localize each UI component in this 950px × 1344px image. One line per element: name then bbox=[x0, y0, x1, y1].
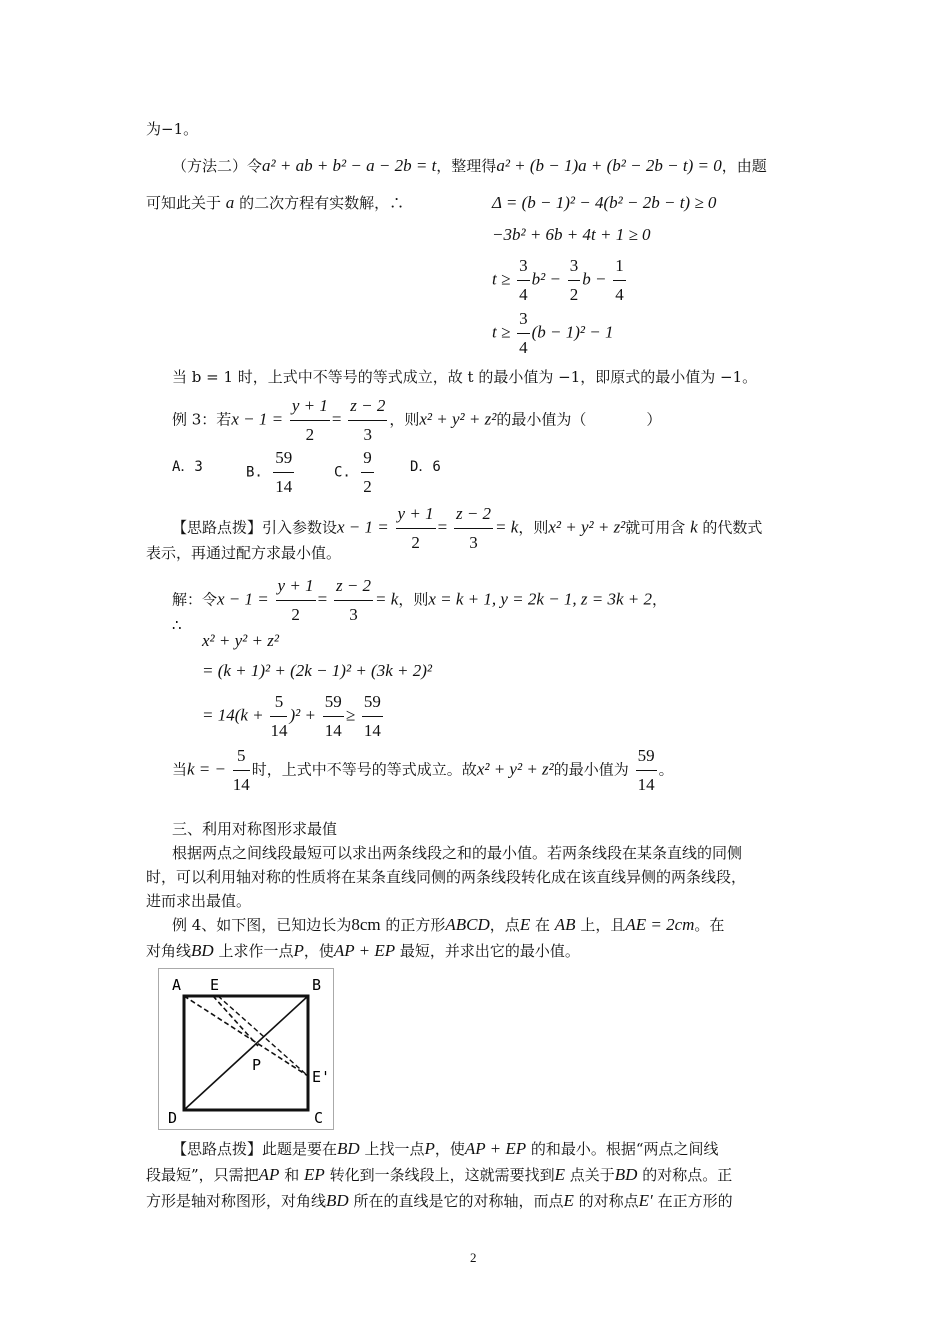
hint-paragraph: 【思路点拨】引入参数设x − 1 = $\frac{y + 1}{2}$ = $\frac{z - 2}{3}$ = k，则x² + y² + z²就可用含 k 的代数式 bbox=[172, 500, 762, 557]
hint-paragraph: 【思路点拨】此题是要在BD 上找一点P，使AP + EP 的和最小。根据“两点之间线 bbox=[172, 1139, 719, 1158]
label-b: B bbox=[312, 976, 322, 994]
label-e-prime: E' bbox=[312, 1068, 331, 1086]
fraction: $\frac{y + 1}{2}$ bbox=[396, 500, 436, 557]
text-line: 段最短”，只需把AP 和 EP 转化到一条线段上，这就需要找到E 点关于BD 的对称点。正 bbox=[146, 1165, 733, 1184]
label-e: E bbox=[210, 976, 220, 994]
fraction: $\frac{z - 2}{3}$ bbox=[348, 392, 387, 449]
text-line: 根据两点之间线段最短可以求出两条线段之和的最小值。若两条线段在某条直线的同侧 bbox=[172, 844, 743, 862]
text-line: 为−1。 bbox=[146, 120, 199, 138]
square-diagram bbox=[158, 968, 334, 1130]
option-d: D．6 bbox=[410, 459, 441, 475]
fraction: $\frac{y + 1}{2}$ bbox=[276, 572, 316, 629]
fraction: $\frac{1}{4}$ bbox=[613, 252, 626, 309]
equation: t ≥ $\frac{3}{4}$ (b − 1)² − 1 bbox=[492, 305, 613, 362]
text-line: 方形是轴对称图形，对角线BD 所在的直线是它的对称轴，而点E 的对称点E′ 在正方形的 bbox=[146, 1191, 733, 1210]
label-d: D bbox=[168, 1109, 178, 1127]
example-3-question: 例 3：若x − 1 = $\frac{y + 1}{2}$ = $\frac{z - 2}{3}$ ，则x² + y² + z²的最小值为（ ） bbox=[172, 392, 661, 449]
fraction: $\frac{9}{2}$ bbox=[361, 444, 374, 501]
equation: x² + y² + z² bbox=[202, 631, 279, 650]
equation: = 14(k + $\frac{5}{14}$ )² + $\frac{59}{14}$ ≥ $\frac{59}{14}$ bbox=[202, 688, 385, 745]
text-line: 进而求出最值。 bbox=[146, 892, 252, 910]
label-a: A bbox=[172, 976, 182, 994]
fraction: $\frac{3}{4}$ bbox=[517, 305, 530, 362]
fraction: $\frac{59}{14}$ bbox=[362, 688, 383, 745]
therefore-symbol: ∴ bbox=[172, 616, 182, 634]
text-line: 可知此关于 a 的二次方程有实数解，∴ bbox=[146, 193, 405, 212]
label-p: P bbox=[252, 1056, 262, 1074]
fraction: $\frac{y + 1}{2}$ bbox=[290, 392, 330, 449]
equation: = (k + 1)² + (2k − 1)² + (3k + 2)² bbox=[202, 661, 432, 680]
fraction: $\frac{z - 2}{3}$ bbox=[454, 500, 493, 557]
fraction: $\frac{5}{14}$ bbox=[270, 688, 287, 745]
text-line: 对角线BD 上求作一点P，使AP + EP 最短，并求出它的最小值。 bbox=[146, 941, 580, 960]
fraction: $\frac{z - 2}{3}$ bbox=[334, 572, 373, 629]
solution-line: 解：令x − 1 = $\frac{y + 1}{2}$ = $\frac{z - 2}{3}$ = k，则x = k + 1, y = 2k − 1, z = 3k + 2， bbox=[172, 572, 667, 629]
text-line: （方法二）令a² + ab + b² − a − 2b = t，整理得a² + (b − 1)a + (b² − 2b − t) = 0，由题 bbox=[172, 156, 767, 175]
equation: t ≥ $\frac{3}{4}$ b² − $\frac{3}{2}$ b − $\frac{1}{4}$ bbox=[492, 252, 628, 309]
fraction: $\frac{5}{14}$ bbox=[233, 742, 250, 799]
text-line: 时，可以利用轴对称的性质将在某条直线同侧的两条线段转化成在该直线异侧的两条线段， bbox=[146, 868, 747, 886]
solution-conclusion: 当k = − $\frac{5}{14}$ 时，上式中不等号的等式成立。故x² + y² + z²的最小值为 $\frac{59}{14}$ 。 bbox=[172, 742, 674, 799]
fraction: $\frac{59}{14}$ bbox=[323, 688, 344, 745]
text-line: 表示，再通过配方求最小值。 bbox=[146, 544, 342, 562]
fraction: $\frac{59}{14}$ bbox=[636, 742, 657, 799]
page-number: 2 bbox=[470, 1250, 477, 1265]
example-4-question: 例 4、如下图，已知边长为8cm 的正方形ABCD，点E 在 AB 上，且AE = 2cm。在 bbox=[172, 915, 725, 934]
option-b: B. $\frac{59}{14}$ bbox=[246, 444, 296, 501]
fraction: $\frac{59}{14}$ bbox=[273, 444, 294, 501]
label-c: C bbox=[314, 1109, 324, 1127]
equation: −3b² + 6b + 4t + 1 ≥ 0 bbox=[492, 225, 651, 244]
section-heading: 三、利用对称图形求最值 bbox=[172, 820, 338, 838]
option-c: C. $\frac{9}{2}$ bbox=[334, 444, 376, 501]
text-line: 当 b = 1 时，上式中不等号的等式成立，故 t 的最小值为 −1，即原式的最小值为 −1。 bbox=[172, 368, 758, 386]
equation: Δ = (b − 1)² − 4(b² − 2b − t) ≥ 0 bbox=[492, 193, 717, 212]
fraction: $\frac{3}{4}$ bbox=[517, 252, 530, 309]
option-a: A．3 bbox=[172, 459, 203, 475]
fraction: $\frac{3}{2}$ bbox=[568, 252, 581, 309]
